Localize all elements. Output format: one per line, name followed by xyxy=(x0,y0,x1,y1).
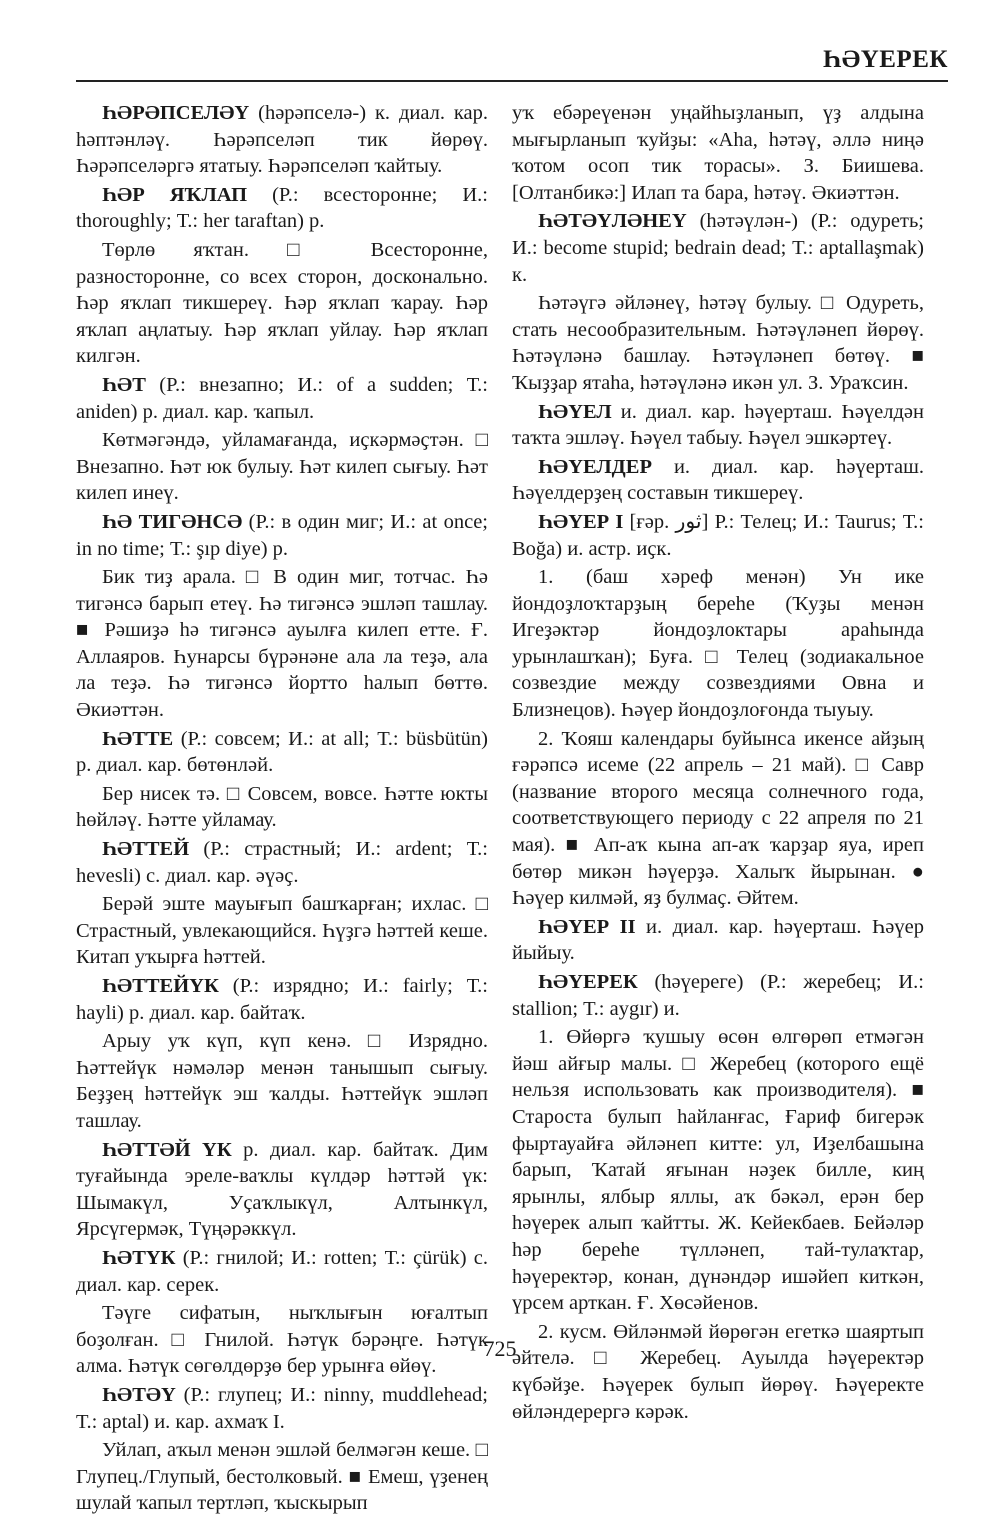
entry-headword: ҺӘҮЕЛ xyxy=(538,400,612,423)
entry-definition: (һәрәпселә-) к. диал. кар. һәптәнләү. Һәрәпселәп тик йөрөү. Һәрәпселәргә ятатыу. Һәрәпселәп ҡайтыу. xyxy=(76,102,488,178)
dictionary-entry xyxy=(512,914,924,967)
entry-paragraph: Һәтәүгә әйләнеү, һәтәү булыу. □ Одуреть, стать несообразительным. Һәтәүләнеп йөрөү. Һәтәүләнә башлау. Һәтәүләнеп бөтөү. ■ Ҡыҙҙар ятаһа, һәтәүләнә икән ул. З. Ураҡсин. xyxy=(512,292,924,394)
continued-text: уҡ ебәреүенән уңайһыҙланып, үҙ алдына мығырланып ҡуйҙы: «Аһа, һәтәү, әллә ниңә ҡотом осоп тик торасы». З. Биишева. [Олтанбикә:] Илап та бара, һәтәү. Әкиәттән. xyxy=(512,102,924,204)
dictionary-entry xyxy=(76,1382,488,1435)
left-column xyxy=(76,100,488,1519)
entry-paragraph: Берәй эште мауығып башҡарған; ихлас. □ Страстный, увлекающийся. Һүҙгә һәттей кеше. Китап уҡырға һәттей. xyxy=(76,893,488,969)
dictionary-entry xyxy=(76,973,488,1026)
entry-headword: ҺӘҮЕР II xyxy=(538,915,636,938)
right-column xyxy=(512,100,924,1427)
entry-definition: (Р.: внезапно; И.: of a sudden; Т.: aniden) р. диал. кар. ҡапыл. xyxy=(76,373,488,423)
entry-headword: ҺӘР ЯҠЛАП xyxy=(102,183,248,206)
entry-headword: ҺӘТТЕЙ xyxy=(102,838,190,861)
entry-headword: ҺӘҮЕР I xyxy=(538,510,624,533)
entry-headword: ҺӘРӘПСЕЛӘҮ xyxy=(102,102,250,124)
dictionary-entry xyxy=(76,182,488,235)
entry-headword: ҺӘТӘҮЛӘНЕҮ xyxy=(538,210,687,233)
entry-headword: ҺӘ ТИГӘНСӘ xyxy=(102,510,243,533)
entry-definition: (Р.: изрядно; И.: fairly; Т.: hayli) р. диал. кар. байтаҡ. xyxy=(76,975,488,1024)
entry-paragraph: Арыу уҡ күп, күп кенә. □ Изрядно. Һәттейүк нәмәләр менән танышып сығыу. Беҙҙең һәттейүк эш ҡалды. Һәттейүк эшләп ташлау. xyxy=(76,1030,488,1132)
entry-paragraph: 2. Ҡояш календары буйынса икенсе айҙың ғәрәпсә исеме (22 апрель – 21 май). □ Савр (название второго месяца солнечного года, соответствующего периоду с 22 апреля по 21 мая). ■ Ап-аҡ кына ап-аҡ ҡарҙар яуа, иреп бөтөр микән һәүерҙә. Халыҡ йырынан. ● Һәүер килмәй, яҙ булмаҫ. Әйтем. xyxy=(512,727,924,910)
entry-headword: ҺӘТТӘЙ ҮК xyxy=(102,1138,232,1161)
entry-paragraph: 1. Өйөргә ҡушыу өсөн өлгөрөп етмәгән йәш айғыр малы. □ Жеребец (которого ещё нельзя использовать как производителя). ■ Староста булып һайланғас, Ғариф бигерәк фыртауайға әйләнеп китте: ул, Иҙелбашына барып, Ҡатай яғынан нәҙек билле, киң ярынлы, ялбыр яллы, аҡ бәкәл, ерән бер һәүерек алып ҡайтты. Ж. Кейекбаев. Бейәләр һәр береһе түлләнеп, тай-тулаҡтар, һәүеректәр, конан, дүнәндәр ишәйеп киткән, үрсем арткан. Ғ. Хөсәйенов. xyxy=(512,1026,924,1315)
dictionary-entry xyxy=(76,726,488,779)
entry-headword: ҺӘҮЕРЕК xyxy=(538,971,638,993)
entry-definition: (һәүереге) (Р.: жеребец; И.: stallion; Т.: aygır) и. xyxy=(512,971,924,1020)
entry-headword: ҺӘТҮК xyxy=(102,1246,176,1269)
entry-definition: (Р.: всесторонне; И.: thoroughly; Т.: her taraftan) р. xyxy=(76,183,488,233)
dictionary-entry xyxy=(76,1137,488,1243)
entry-paragraph: Уйлап, аҡыл менән эшләй белмәгән кеше. □ Глупец./Глупый, бестолковый. ■ Емеш, үҙенең шулай ҡапыл тертләп, ҡыскырып xyxy=(76,1439,488,1515)
page-header xyxy=(76,40,948,82)
entry-headword: ҺӘТӘҮ xyxy=(102,1383,176,1406)
entry-definition: и. диал. кар. һәүерташ. Һәүер йыйыу. xyxy=(512,915,924,965)
entry-paragraph: 2. кусм. Өйләнмәй йөрөгән егеткә шаяртып әйтелә. □ Жеребец. Ауылда һәүеректәр күбәйҙе. Һәүерек булып йөрөү. Һәүеректе өйләндерергә кәрәк. xyxy=(512,1320,924,1423)
dictionary-entry xyxy=(512,509,924,562)
dictionary-entry xyxy=(512,399,924,452)
entry-definition: (Р.: страстный; И.: ardent; Т.: hevesli) с. диал. кар. әүәҫ. xyxy=(76,838,488,887)
dictionary-entry xyxy=(512,208,924,288)
entry-headword: ҺӘТ xyxy=(102,373,146,396)
dictionary-entry xyxy=(76,836,488,889)
entry-paragraph: Бер нисек тә. □ Совсем, вовсе. Һәтте юкты һөйләү. Һәтте уйламау. xyxy=(76,782,488,832)
dictionary-entry xyxy=(76,372,488,425)
entry-paragraph: Көтмәгәндә, уйламағанда, иҫкәрмәҫтән. □ Внезапно. Һәт юк булыу. Һәт килеп сығыу. Һәт килеп инеү. xyxy=(76,429,488,505)
entry-paragraph: Төрлө яҡтан. □ Всесторонне, разносторонне, со всех сторон, досконально. Һәр яҡлап тикшереү. Һәр яҡлап ҡарау. Һәр яҡлап аңлатыу. Һәр яҡлап уйлау. Һәр яҡлап килгән. xyxy=(76,238,488,368)
entry-definition: (Р.: в один миг; И.: at once; in no time; Т.: şıp diye) р. xyxy=(76,510,489,560)
entry-headword: ҺӘТТЕ xyxy=(102,727,174,750)
entry-definition: (Р.: глупец; И.: ninny, muddlehead; Т.: aptal) и. кар. ахмаҡ I. xyxy=(76,1383,488,1433)
entry-definition: (Р.: гнилой; И.: rotten; Т.: çürük) с. диал. кар. серек. xyxy=(76,1246,488,1296)
entry-headword: ҺӘҮЕЛДЕР xyxy=(538,455,652,478)
entry-definition: (һәтәүлән-) (Р.: одуреть; И.: become stupid; bedrain dead; Т.: aptallaşmak) к. xyxy=(512,210,924,286)
entry-definition: [ғәр. ثور] Р.: Телец; И.: Taurus; Т.: Boğa) и. астр. иҫк. xyxy=(512,510,924,560)
entry-definition: р. диал. кар. байтаҡ. Дим туғайында эреле-ваҡлы күлдәр һәттәй үк: Шымакүл, Уҫаҡлыкүл, Алтынкүл, Ярсүгермәк, Түңәрәккүл. xyxy=(76,1138,489,1241)
page-number: 725 xyxy=(483,1336,517,1361)
dictionary-entry xyxy=(76,1245,488,1298)
entry-definition: и. диал. кар. һәүерташ. Һәүелдән таҡта эшләү. Һәүел табыу. Һәүел эшкәртеү. xyxy=(512,400,924,450)
entry-paragraph: Тәүге сифатын, ныҡлығын юғалтып боҙолған. □ Гнилой. Һәтүк бәрәңге. Һәтүк алма. Һәтүк сөгөлдөрҙө бер урынға өйөү. xyxy=(76,1302,488,1378)
entry-headword: ҺӘТТЕЙҮК xyxy=(102,975,219,997)
entry-paragraph: 1. (баш хәреф менән) Ун ике йондоҙлоҡтарҙың береһе (Ҡуҙы менән Игеҙәктәр йондоҙлоктары араһында урынлашҡан); Буға. □ Телец (зодиакальное созвездие между созвездиями Овна и Близнецов). Һәүер йондоҙлоғонда тыуыу. xyxy=(512,566,924,722)
entry-definition: (Р.: совсем; И.: at all; Т.: büsbütün) р. диал. кар. бөтөнләй. xyxy=(76,727,488,777)
dictionary-entry xyxy=(512,454,924,507)
entry-paragraph: Бик тиҙ арала. □ В один миг, тотчас. Һә тигәнсә барып етеү. Һә тигәнсә эшләп ташлау. ■ Рәшиҙә һә тигәнсә ауылға килеп етте. Ғ. Аллаяров. Һунарсы бүрәнәне ала ла теҙә, ала ла теҙә. Һә тигәнсә йортто һалып бөттө. Әкиәттән. xyxy=(76,566,488,722)
dictionary-entry xyxy=(76,509,488,562)
entry-definition: и. диал. кар. һәүерташ. Һәүелдерҙең составын тикшереү. xyxy=(512,455,924,505)
dictionary-entry xyxy=(76,100,488,180)
dictionary-entry xyxy=(512,969,924,1022)
running-head: ҺӘҮЕРЕК xyxy=(822,46,948,73)
